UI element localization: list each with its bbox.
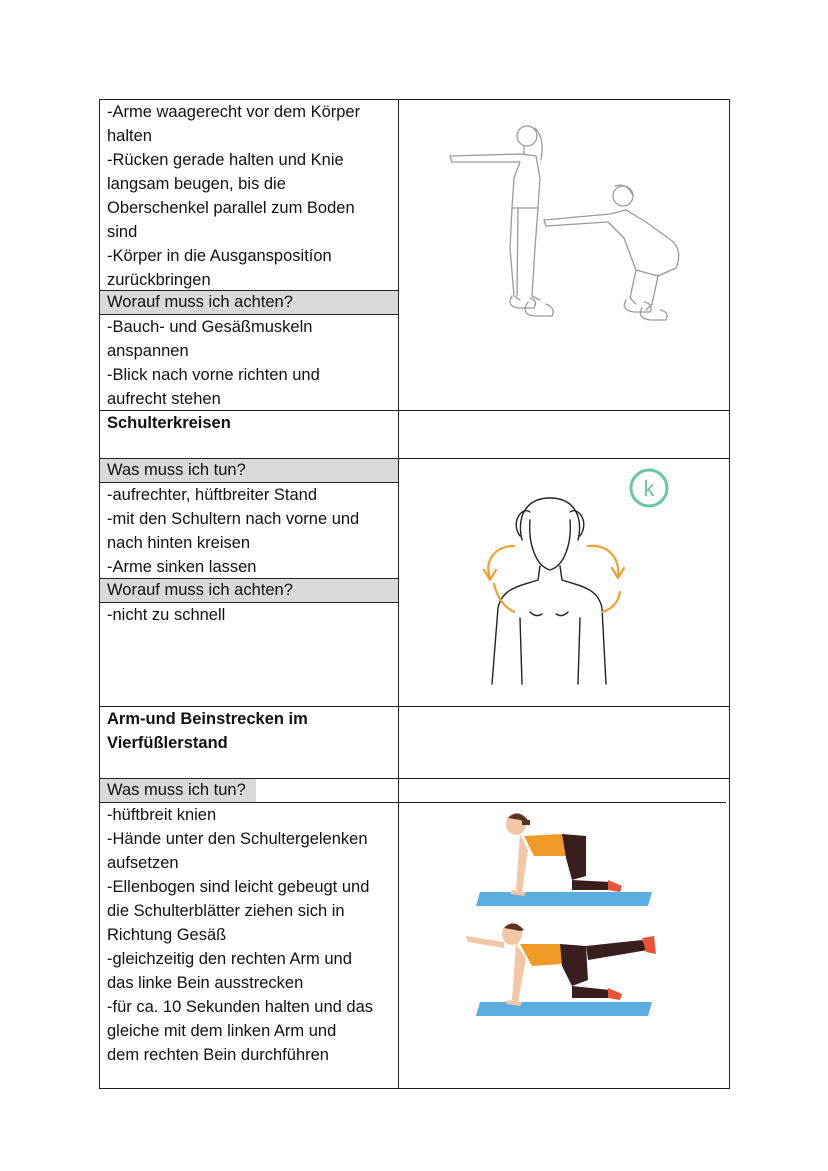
attention-header	[100, 291, 398, 314]
squat-instructions: -Arme waagerecht vor dem Körper halten -Rücken gerade halten und Knie langsam beugen, bis die Oberschenkel parallel zum Boden sind -Körper in die Ausganspositíon zurückbringen	[107, 103, 361, 289]
shoulder-circles-illustration	[470, 462, 700, 688]
squat-illustration	[440, 118, 690, 328]
table-border-right	[729, 99, 730, 1089]
birddog-todo-text: -hüftbreit knien -Hände unter den Schultergelenken aufsetzen -Ellenbogen sind leicht gebeugt und die Schulterblätter ziehen sich in Richtung Gesäß -gleichzeitig den rechten Arm und das linke Bein ausstrecken -für ca. 10 Sekunden halten und das gleiche mit dem linken Arm und dem rechten Bein durchführen	[107, 806, 374, 1064]
squat-attention-text: -Bauch- und Gesäßmuskeln anspannen -Blick nach vorne richten und aufrecht stehen	[107, 318, 320, 408]
todo-header	[100, 459, 398, 482]
shoulder-todo-text: -aufrechter, hüftbreiter Stand -mit den Schultern nach vorne und nach hinten kreisen -Arme sinken lassen	[107, 486, 360, 576]
section-title: Arm-und Beinstrecken im Vierfüßlerstand	[107, 710, 308, 752]
attention-header-label: Worauf muss ich achten?	[100, 579, 293, 602]
todo-header-label: Was muss ich tun?	[100, 779, 246, 802]
todo-header	[100, 779, 256, 802]
bird-dog-illustration	[462, 810, 662, 1024]
column-divider	[398, 99, 399, 1089]
brand-logo	[631, 470, 667, 506]
table-border-bottom	[99, 1088, 730, 1089]
todo-header-label: Was muss ich tun?	[100, 459, 246, 482]
attention-header-label: Worauf muss ich achten?	[100, 291, 293, 314]
shoulder-attention-text: -nicht zu schnell	[107, 606, 226, 624]
row-divider	[399, 802, 726, 803]
svg-text:k: k	[643, 476, 655, 501]
attention-header	[100, 579, 398, 602]
section-title: Schulterkreisen	[107, 414, 231, 432]
